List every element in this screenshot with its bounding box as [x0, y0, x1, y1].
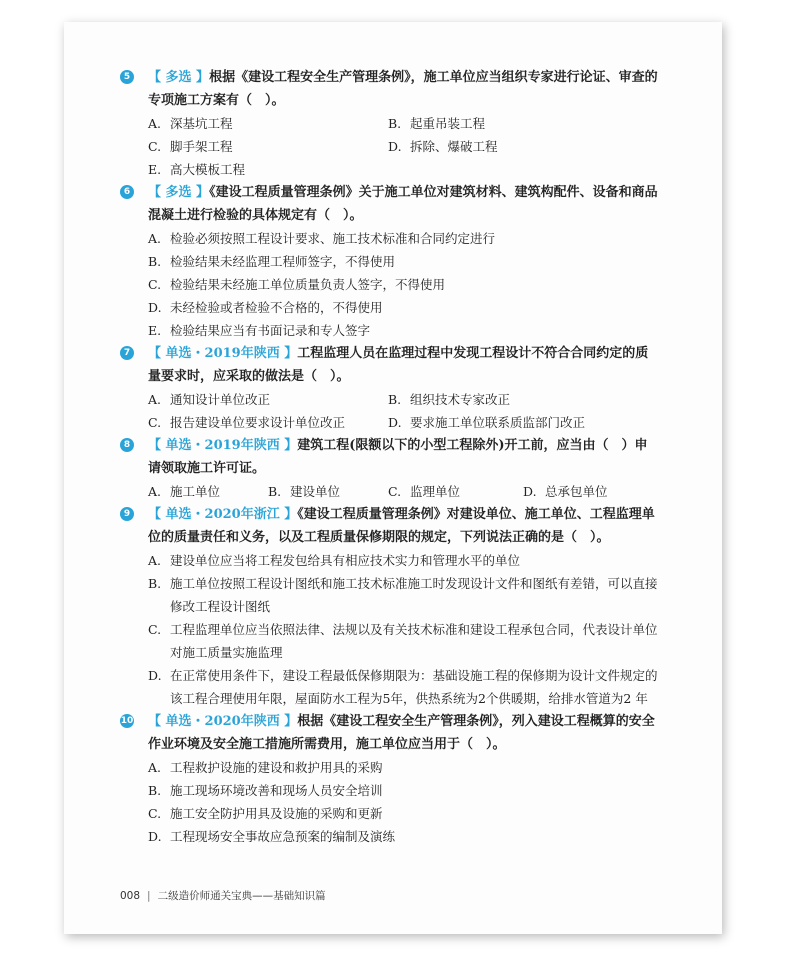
option-b: B. 组织技术专家改正 — [388, 392, 511, 407]
option-c: C. 脚手架工程 — [148, 139, 233, 154]
question-text: 工程监理人员在监理过程中发现工程设计不符合合同约定的质量要求时，应采取的做法是（ ）。 — [148, 346, 649, 384]
question-number-badge: 9 — [120, 507, 134, 521]
page-number: 008 — [120, 890, 141, 902]
question-7 — [120, 342, 658, 434]
page-content — [120, 66, 658, 848]
option-d: D. 拆除、爆破工程 — [388, 139, 498, 154]
question-text: 《建设工程质量管理条例》关于施工单位对建筑材料、建筑构配件、设备和商品混凝土进行检验的具体规定有（ ）。 — [148, 185, 658, 223]
question-text: 建筑工程(限额以下的小型工程除外)开工前，应当由（ ）申请领取施工许可证。 — [148, 438, 648, 476]
option-row — [120, 480, 658, 503]
question-10 — [120, 710, 658, 848]
question-text: 《建设工程质量管理条例》对建设单位、施工单位、工程监理单位的质量责任和义务，以及工程质量保修期限的规定，下列说法正确的是（ ）。 — [148, 507, 655, 545]
question-stem — [120, 503, 658, 549]
option-d: D. 总承包单位 — [523, 484, 608, 499]
option-e: E. 检验结果应当有书面记录和专人签字 — [148, 323, 371, 338]
option-row — [120, 388, 658, 411]
option-e: E. 高大模板工程 — [148, 162, 246, 177]
book-page — [64, 22, 722, 934]
question-8 — [120, 434, 658, 503]
question-number-badge: 7 — [120, 346, 134, 360]
question-number-badge: 6 — [120, 185, 134, 199]
question-type-tag: 【 单选・2020年浙江 】 — [148, 507, 298, 522]
option-a: A. 通知设计单位改正 — [148, 392, 271, 407]
option-row — [120, 135, 658, 158]
option-c: C. 检验结果未经施工单位质量负责人签字，不得使用 — [148, 277, 446, 292]
option-a: A. 检验必须按照工程设计要求、施工技术标准和合同约定进行 — [148, 231, 496, 246]
question-number-badge: 5 — [120, 70, 134, 84]
option-a: A. 深基坑工程 — [148, 116, 233, 131]
book-title: 二级造价师通关宝典——基础知识篇 — [157, 890, 326, 902]
question-text: 根据《建设工程安全生产管理条例》，列入建设工程概算的安全作业环境及安全施工措施所需费用，施工单位应当用于（ ）。 — [148, 714, 655, 752]
question-type-tag: 【 多选 】 — [148, 70, 210, 85]
question-type-tag: 【 多选 】 — [148, 185, 210, 200]
question-type-tag: 【 单选・2019年陕西 】 — [148, 438, 298, 453]
option-c: C. 报告建设单位要求设计单位改正 — [148, 415, 346, 430]
option-b: B. 起重吊装工程 — [388, 116, 486, 131]
option-b: B. 建设单位 — [268, 484, 341, 499]
option-b: B. 检验结果未经监理工程师签字，不得使用 — [148, 254, 396, 269]
question-type-tag: 【 单选・2019年陕西 】 — [148, 346, 298, 361]
question-stem — [120, 434, 658, 480]
footer-separator: | — [147, 890, 151, 902]
question-stem — [120, 66, 658, 112]
option-d: D. 未经检验或者检验不合格的，不得使用 — [148, 300, 383, 315]
page-footer — [120, 888, 326, 903]
option-d: D. 要求施工单位联系质监部门改正 — [388, 415, 586, 430]
question-9 — [120, 503, 658, 710]
option-row — [120, 411, 658, 434]
option-b: B. 施工现场环境改善和现场人员安全培训 — [148, 783, 383, 798]
question-stem — [120, 710, 658, 756]
question-5 — [120, 66, 658, 181]
option-d: D. 工程现场安全事故应急预案的编制及演练 — [148, 829, 396, 844]
option-d: D. 在正常使用条件下，建设工程最低保修期限为：基础设施工程的保修期为设计文件规定的该工程合理使用年限，屋面防水工程为5年，供热系统为2个供暖期，给排水管道为2 年 — [148, 668, 658, 706]
option-c: C. 监理单位 — [388, 484, 461, 499]
option-row — [120, 112, 658, 135]
option-a: A. 施工单位 — [148, 484, 221, 499]
option-a: A. 工程救护设施的建设和救护用具的采购 — [148, 760, 383, 775]
option-c: C. 工程监理单位应当依照法律、法规以及有关技术标准和建设工程承包合同，代表设计单位对施工质量实施监理 — [148, 622, 658, 660]
question-6 — [120, 181, 658, 342]
question-stem — [120, 342, 658, 388]
option-c: C. 施工安全防护用具及设施的采购和更新 — [148, 806, 383, 821]
question-type-tag: 【 单选・2020年陕西 】 — [148, 714, 298, 729]
question-number-badge: 10 — [120, 716, 134, 726]
option-b: B. 施工单位按照工程设计图纸和施工技术标准施工时发现设计文件和图纸有差错，可以直接修改工程设计图纸 — [148, 576, 658, 614]
question-text: 根据《建设工程安全生产管理条例》，施工单位应当组织专家进行论证、审查的专项施工方案有（ ）。 — [148, 70, 658, 108]
option-a: A. 建设单位应当将工程发包给具有相应技术实力和管理水平的单位 — [148, 553, 521, 568]
question-number-badge: 8 — [120, 438, 134, 452]
question-stem — [120, 181, 658, 227]
